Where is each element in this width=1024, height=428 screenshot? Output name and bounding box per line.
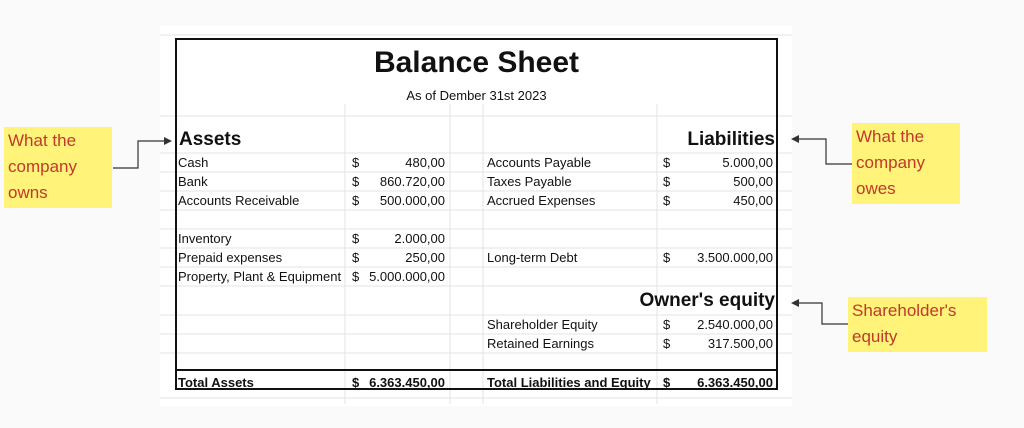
asset-label: Accounts Receivable	[178, 193, 300, 208]
asset-currency: $	[352, 231, 360, 246]
liability-label: Accounts Payable	[487, 155, 592, 170]
equity-currency: $	[663, 336, 671, 351]
annotation-owes-line: owes	[856, 179, 896, 198]
equity-amount: 317.500,00	[707, 336, 773, 351]
sheet-title: Balance Sheet	[373, 46, 580, 79]
asset-label: Inventory	[178, 231, 232, 246]
equity-amount: 2.540.000,00	[697, 317, 773, 332]
arrowhead-owns-icon	[164, 137, 172, 145]
total-liabilities-equity-currency: $	[663, 375, 671, 390]
sheet-subtitle: As of Dember 31st 2023	[406, 88, 547, 103]
annotation-equity-line: Shareholder's	[852, 301, 957, 320]
asset-currency: $	[352, 250, 360, 265]
asset-label: Cash	[178, 155, 209, 170]
asset-currency: $	[352, 193, 360, 208]
asset-amount: 480,00	[405, 155, 445, 170]
equity-currency: $	[663, 317, 671, 332]
arrow-equity-icon	[795, 303, 848, 324]
assets-heading: Assets	[179, 129, 242, 150]
total-liabilities-equity-label: Total Liabilities and Equity	[487, 375, 651, 390]
total-liabilities-equity-amount: 6.363.450,00	[697, 375, 773, 390]
annotation-owns-line: What the	[8, 131, 77, 150]
total-assets-amount: 6.363.450,00	[369, 375, 445, 390]
annotation-owes-line: company	[856, 153, 925, 172]
arrowhead-equity-icon	[791, 299, 799, 307]
asset-currency: $	[352, 269, 360, 284]
asset-amount: 250,00	[405, 250, 445, 265]
asset-currency: $	[352, 155, 360, 170]
liability-currency: $	[663, 155, 671, 170]
liability-currency: $	[663, 250, 671, 265]
asset-amount: 860.720,00	[379, 174, 445, 189]
asset-amount: 2.000,00	[394, 231, 445, 246]
liability-label: Long-term Debt	[487, 250, 578, 265]
liability-label: Taxes Payable	[487, 174, 572, 189]
equity-heading: Owner's equity	[639, 290, 775, 311]
annotation-owns-line: owns	[8, 183, 48, 202]
equity-label: Retained Earnings	[487, 336, 594, 351]
arrowhead-owes-icon	[791, 135, 799, 143]
arrow-owes-icon	[795, 139, 852, 164]
annotation-owes-line: What the	[856, 127, 925, 146]
liability-currency: $	[663, 174, 671, 189]
liabilities-heading: Liabilities	[687, 129, 775, 150]
liability-currency: $	[663, 193, 671, 208]
total-assets-currency: $	[352, 375, 360, 390]
asset-label: Property, Plant & Equipment	[178, 269, 342, 284]
liability-amount: 500,00	[733, 174, 773, 189]
total-assets-label: Total Assets	[178, 375, 254, 390]
asset-label: Bank	[178, 174, 208, 189]
asset-currency: $	[352, 174, 360, 189]
equity-label: Shareholder Equity	[487, 317, 598, 332]
asset-label: Prepaid expenses	[178, 250, 283, 265]
arrow-owns-icon	[113, 141, 168, 168]
annotation-owns-line: company	[8, 157, 77, 176]
asset-amount: 5.000.000,00	[369, 269, 445, 284]
liability-label: Accrued Expenses	[487, 193, 596, 208]
liability-amount: 450,00	[733, 193, 773, 208]
liability-amount: 3.500.000,00	[697, 250, 773, 265]
liability-amount: 5.000,00	[722, 155, 773, 170]
asset-amount: 500.000,00	[379, 193, 445, 208]
annotation-equity-line: equity	[852, 327, 898, 346]
